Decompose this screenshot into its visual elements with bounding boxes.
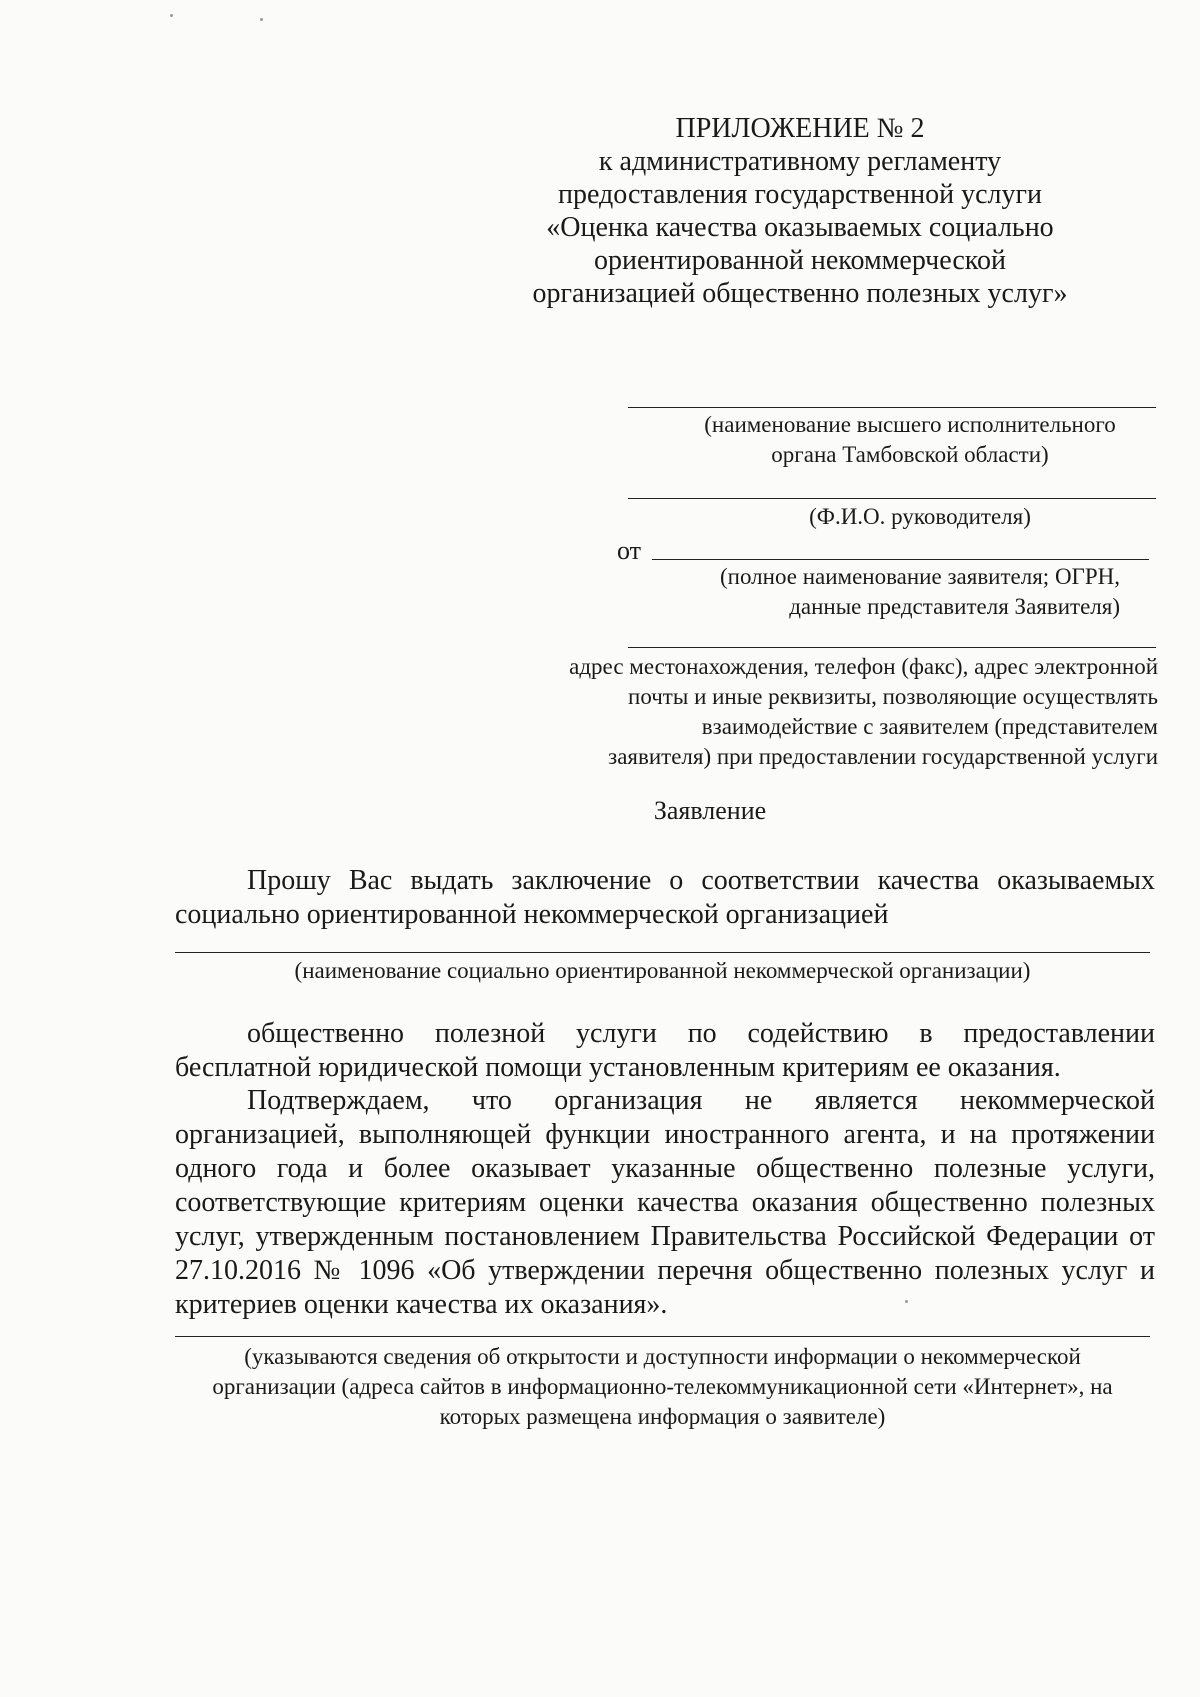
- info-line: [175, 1336, 1150, 1337]
- caption-line: организации (адреса сайтов в информационно-телекоммуникационной сети «Интернет», на: [212, 1374, 1113, 1399]
- paragraph-line: одного года и более оказывает указанные общественно полезные услуги,: [175, 1153, 1155, 1184]
- paragraph-line: соответствующие критериям оценки качества оказания общественно полезных: [175, 1187, 1155, 1218]
- paragraph-line: общественно полезной услуги по содействию в предоставлении: [247, 1018, 1155, 1049]
- paragraph-line: Подтверждаем, что организация не является некоммерческой: [247, 1085, 1155, 1116]
- from-label: от: [617, 536, 642, 565]
- caption-line: адрес местонахождения, телефон (факс), адрес электронной: [569, 654, 1158, 679]
- header-line: предоставления государственной услуги: [558, 179, 1042, 210]
- caption-line: органа Тамбовской области): [771, 442, 1049, 467]
- header-line: «Оценка качества оказываемых социально: [546, 212, 1054, 243]
- paragraph-line: Прошу Вас выдать заключение о соответствии качества оказываемых: [247, 865, 1155, 896]
- contacts-line: [628, 647, 1156, 648]
- header-line: ориентированной некоммерческой: [594, 245, 1006, 276]
- paragraph-request: [175, 864, 1155, 932]
- header-line: к административному регламенту: [598, 146, 1002, 177]
- appendix-header: [520, 112, 1080, 310]
- caption-line: которых размещена информация о заявителе): [439, 1404, 886, 1429]
- caption-line: данные представителя Заявителя): [789, 594, 1120, 619]
- applicant-name-line: [652, 559, 1149, 560]
- caption-line: взаимодействие с заявителем (представителем: [701, 714, 1158, 739]
- scan-speck: [905, 1300, 908, 1303]
- caption-line: (полное наименование заявителя; ОГРН,: [720, 564, 1120, 589]
- paragraph-line: услуг, утвержденным постановлением Правительства Российской Федерации от: [175, 1221, 1155, 1252]
- paragraph-line: организацией, выполняющей функции иностранного агента, и на протяжении: [175, 1119, 1155, 1150]
- scan-speck: [260, 18, 263, 21]
- nko-caption: (наименование социально ориентированной некоммерческой организации): [294, 958, 1031, 983]
- paragraph-confirmation: [175, 1084, 1155, 1322]
- caption-line: (указываются сведения об открытости и доступности информации о некоммерческой: [244, 1344, 1081, 1369]
- header-line: организацией общественно полезных услуг»: [532, 278, 1068, 309]
- nko-name-line: [175, 952, 1150, 953]
- authority-name-line: [628, 407, 1156, 408]
- applicant-caption: [640, 562, 1120, 622]
- scan-speck: [170, 14, 173, 17]
- paragraph-line: бесплатной юридической помощи установленным критериям ее оказания.: [175, 1052, 1061, 1083]
- caption-line: (наименование высшего исполнительного: [704, 412, 1116, 437]
- info-caption: [175, 1342, 1150, 1432]
- caption-line: почты и иные реквизиты, позволяющие осуществлять: [628, 684, 1158, 709]
- paragraph-line: 27.10.2016 № 1096 «Об утверждении перечня общественно полезных услуг и: [175, 1255, 1155, 1286]
- paragraph-line: социально ориентированной некоммерческой организацией: [175, 899, 889, 930]
- authority-caption: [660, 410, 1160, 470]
- statement-title: Заявление: [653, 796, 767, 825]
- caption-line: заявителя) при предоставлении государственной услуги: [608, 744, 1158, 769]
- contacts-caption: [480, 652, 1158, 772]
- paragraph-service: [175, 1017, 1155, 1085]
- paragraph-line: критериев оценки качества их оказания».: [175, 1289, 668, 1320]
- appendix-title: ПРИЛОЖЕНИЕ № 2: [675, 113, 925, 144]
- head-caption: (Ф.И.О. руководителя): [809, 504, 1031, 529]
- head-name-line: [628, 498, 1156, 499]
